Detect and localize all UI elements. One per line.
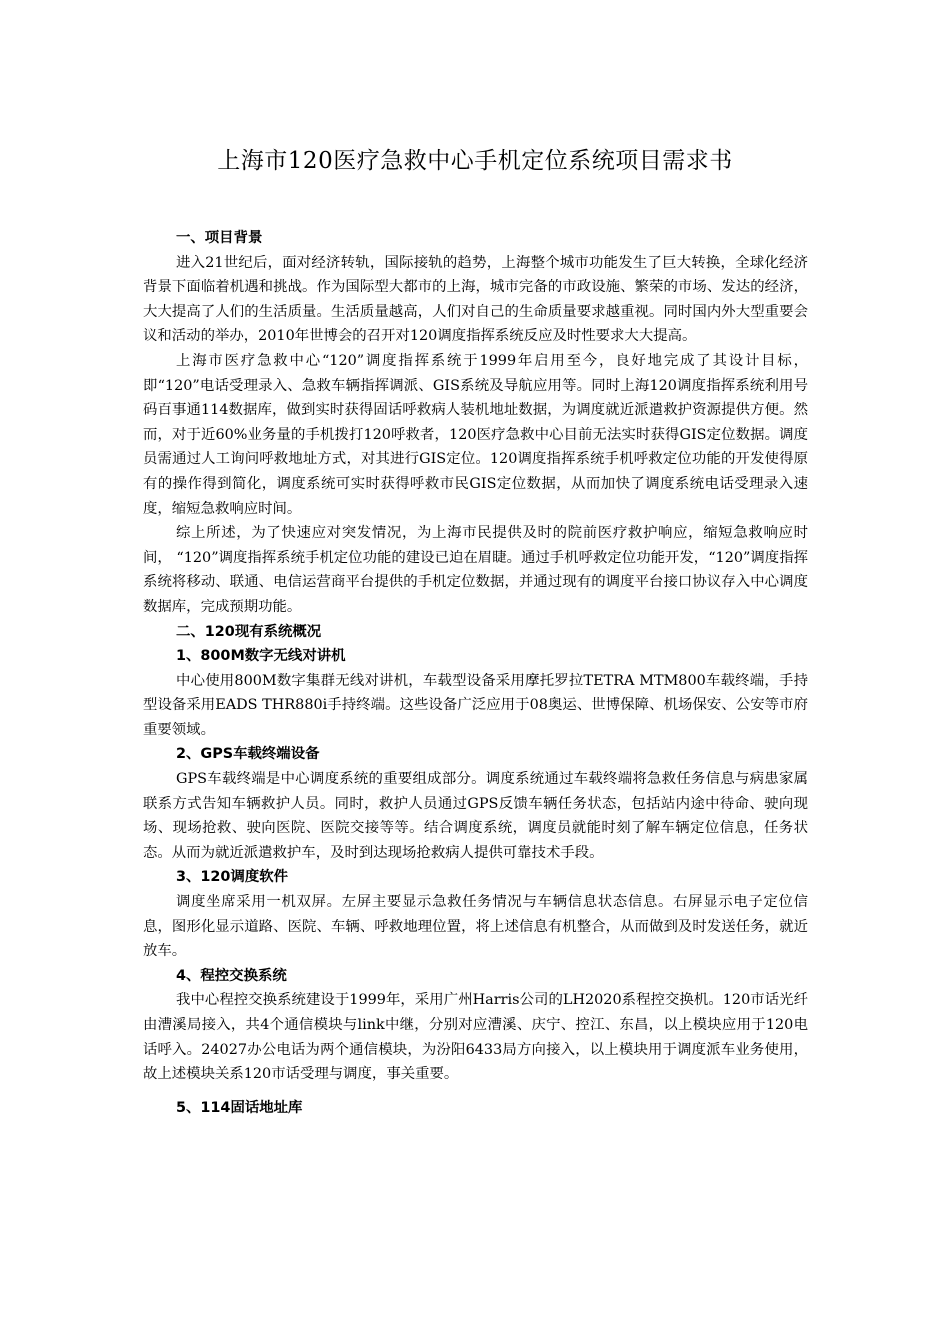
subsection-heading-dispatch-software: 3、120调度软件 bbox=[176, 869, 289, 886]
subsection-heading-gps: 2、GPS车载终端设备 bbox=[176, 746, 320, 763]
paragraph-background-3: 综上所述，为了快速应对突发情况，为上海市民提供及时的院前医疗救护响应，缩短急救响应时间， “120”调度指挥系统手机定位功能的建设已迫在眉睫。通过手机呼救定位功能开发，“120”调度指挥系统将移动、联通、电信运营商平台提供的手机定位数据，并通过现有的调度平台接口协议存入中心调度数据库，完成预期功能。 bbox=[143, 525, 808, 615]
paragraph-background-2: 上海市医疗急救中心“120”调度指挥系统于1999年启用至今，良好地完成了其设计目标，即“120”电话受理录入、急救车辆指挥调派、GIS系统及导航应用等。同时上海120调度指挥系统利用号码百事通114数据库，做到实时获得固话呼救病人装机地址数据，为调度就近派遣救护资源提供方便。然而，对于近60%业务量的手机拨打120呼救者，120医疗急救中心目前无法实时获得GIS定位数据。调度员需通过人工询问呼救地址方式，对其进行GIS定位。120调度指挥系统手机呼救定位功能的开发使得原有的操作得到简化，调度系统可实时获得呼救市民GIS定位数据，从而加快了调度系统电话受理录入速度，缩短急救响应时间。 bbox=[143, 352, 808, 517]
paragraph-radio: 中心使用800M数字集群无线对讲机，车载型设备采用摩托罗拉TETRA MTM800车载终端，手持型设备采用EADS THR880i手持终端。这些设备广泛应用于08奥运、世博保障、机场保安、公安等市府重要领域。 bbox=[143, 672, 808, 738]
spacer bbox=[143, 1087, 808, 1096]
section-heading-system-overview: 二、120现有系统概况 bbox=[176, 623, 322, 640]
subsection-heading-radio: 1、800M数字无线对讲机 bbox=[176, 648, 346, 665]
paragraph-gps: GPS车载终端是中心调度系统的重要组成部分。调度系统通过车载终端将急救任务信息与病患家属联系方式告知车辆救护人员。同时，救护人员通过GPS反馈车辆任务状态，包括站内途中待命、驶向现场、现场抢救、驶向医院、医院交接等等。结合调度系统，调度员就能时刻了解车辆定位信息，任务状态。从而为就近派遣救护车，及时到达现场抢救病人提供可靠技术手段。 bbox=[143, 771, 808, 861]
section-heading-project-background: 一、项目背景 bbox=[176, 230, 263, 246]
paragraph-switching-system: 我中心程控交换系统建设于1999年，采用广州Harris公司的LH2020系程控交换机。120市话光纤由漕溪局接入，共4个通信模块与link中继，分别对应漕溪、庆宁、控江、东昌，以上模块应用于120电话呼入。24027办公电话为两个通信模块，为汾阳6433局方向接入，以上模块用于调度派车业务使用，故上述模块关系120市话受理与调度，事关重要。 bbox=[143, 992, 808, 1083]
paragraph-dispatch-software: 调度坐席采用一机双屏。左屏主要显示急救任务情况与车辆信息状态信息。右屏显示电子定位信息，图形化显示道路、医院、车辆、呼救地理位置，将上述信息有机整合，从而做到及时发送任务，就近放车。 bbox=[143, 894, 808, 960]
document-body bbox=[143, 226, 808, 1120]
subsection-heading-switching-system: 4、程控交换系统 bbox=[176, 967, 287, 984]
subsection-heading-address-db: 5、114固话地址库 bbox=[176, 1099, 303, 1116]
document-title: 上海市120医疗急救中心手机定位系统项目需求书 bbox=[217, 148, 733, 174]
paragraph-background-1: 进入21世纪后，面对经济转轨，国际接轨的趋势，上海整个城市功能发生了巨大转换，全球化经济背景下面临着机遇和挑战。作为国际型大都市的上海，城市完备的市政设施、繁荣的市场、发达的经济，大大提高了人们的生活质量。生活质量越高，人们对自己的生命质量要求越重视。同时国内外大型重要会议和活动的举办，2010年世博会的召开对120调度指挥系统反应及时性要求大大提高。 bbox=[143, 254, 808, 345]
